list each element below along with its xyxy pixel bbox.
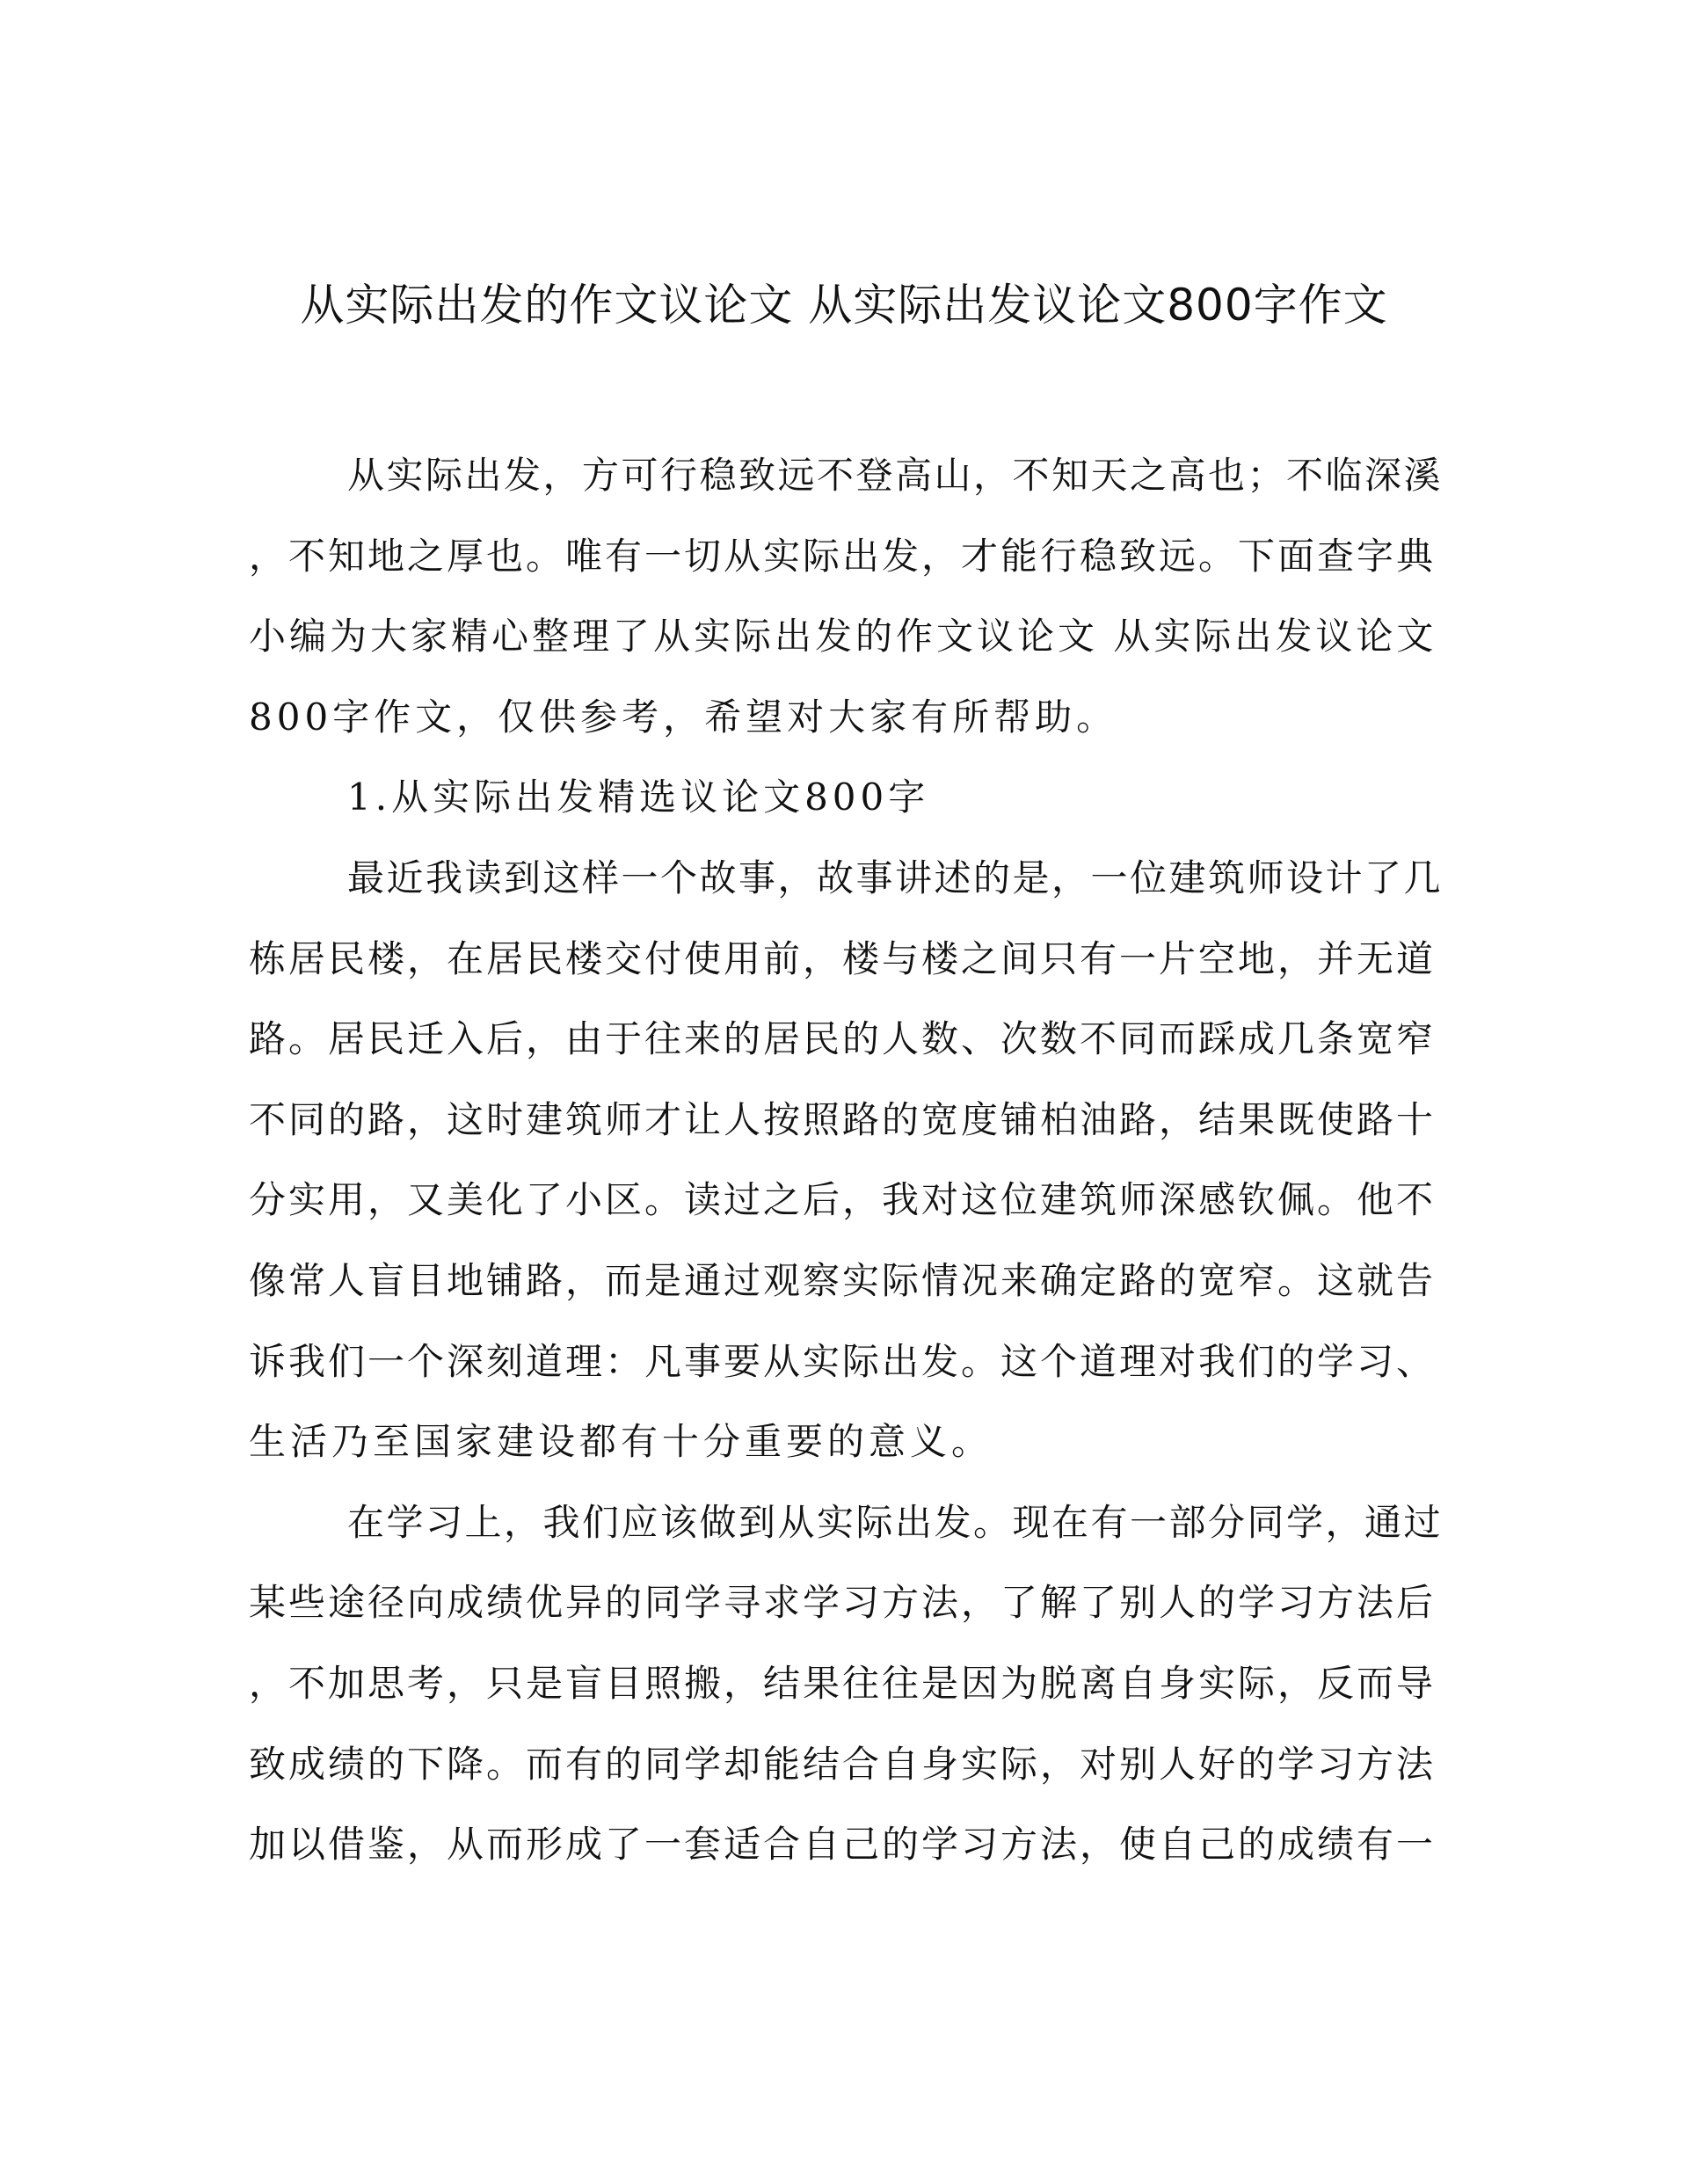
text-line: 在学习上，我们应该做到从实际出发。现在有一部分同学，通过 bbox=[347, 1500, 1444, 1544]
text-line: 诉我们一个深刻道理：凡事要从实际出发。这个道理对我们的学习、 bbox=[249, 1339, 1437, 1383]
text-line: 致成绩的下降。而有的同学却能结合自身实际，对别人好的学习方法 bbox=[249, 1742, 1437, 1786]
text-line: 加以借鉴，从而形成了一套适合自己的学习方法，使自己的成绩有一 bbox=[249, 1823, 1437, 1867]
text-line: 从实际出发，方可行稳致远不登高山，不知天之高也；不临深溪 bbox=[347, 454, 1444, 497]
document-title: 从实际出发的作文议论文 从实际出发议论文800字作文 bbox=[300, 280, 1388, 331]
document-body bbox=[249, 435, 1444, 1885]
text-line: 分实用，又美化了小区。读过之后，我对这位建筑师深感钦佩。他不 bbox=[249, 1178, 1437, 1222]
text-line: 生活乃至国家建设都有十分重要的意义。 bbox=[249, 1420, 993, 1464]
text-line: 小编为大家精心整理了从实际出发的作文议论文 从实际出发议论文 bbox=[249, 615, 1437, 659]
text-line: 像常人盲目地铺路，而是通过观察实际情况来确定路的宽窄。这就告 bbox=[249, 1258, 1437, 1302]
text-line: 路。居民迁入后，由于往来的居民的人数、次数不同而踩成几条宽窄 bbox=[249, 1017, 1437, 1061]
text-line: 某些途径向成绩优异的同学寻求学习方法，了解了别人的学习方法后 bbox=[249, 1581, 1437, 1625]
text-line: 最近我读到这样一个故事，故事讲述的是，一位建筑师设计了几 bbox=[347, 855, 1444, 899]
text-line: ，不知地之厚也。唯有一切从实际出发，才能行稳致远。下面查字典 bbox=[249, 534, 1437, 578]
text-line: ，不加思考，只是盲目照搬，结果往往是因为脱离自身实际，反而导 bbox=[249, 1661, 1437, 1705]
text-line: 800字作文，仅供参考，希望对大家有所帮助。 bbox=[249, 695, 1118, 739]
section-heading: 1.从实际出发精选议论文800字 bbox=[347, 775, 930, 819]
text-line: 栋居民楼，在居民楼交付使用前，楼与楼之间只有一片空地，并无道 bbox=[249, 936, 1437, 980]
text-line: 不同的路，这时建筑师才让人按照路的宽度铺柏油路，结果既使路十 bbox=[249, 1097, 1437, 1141]
